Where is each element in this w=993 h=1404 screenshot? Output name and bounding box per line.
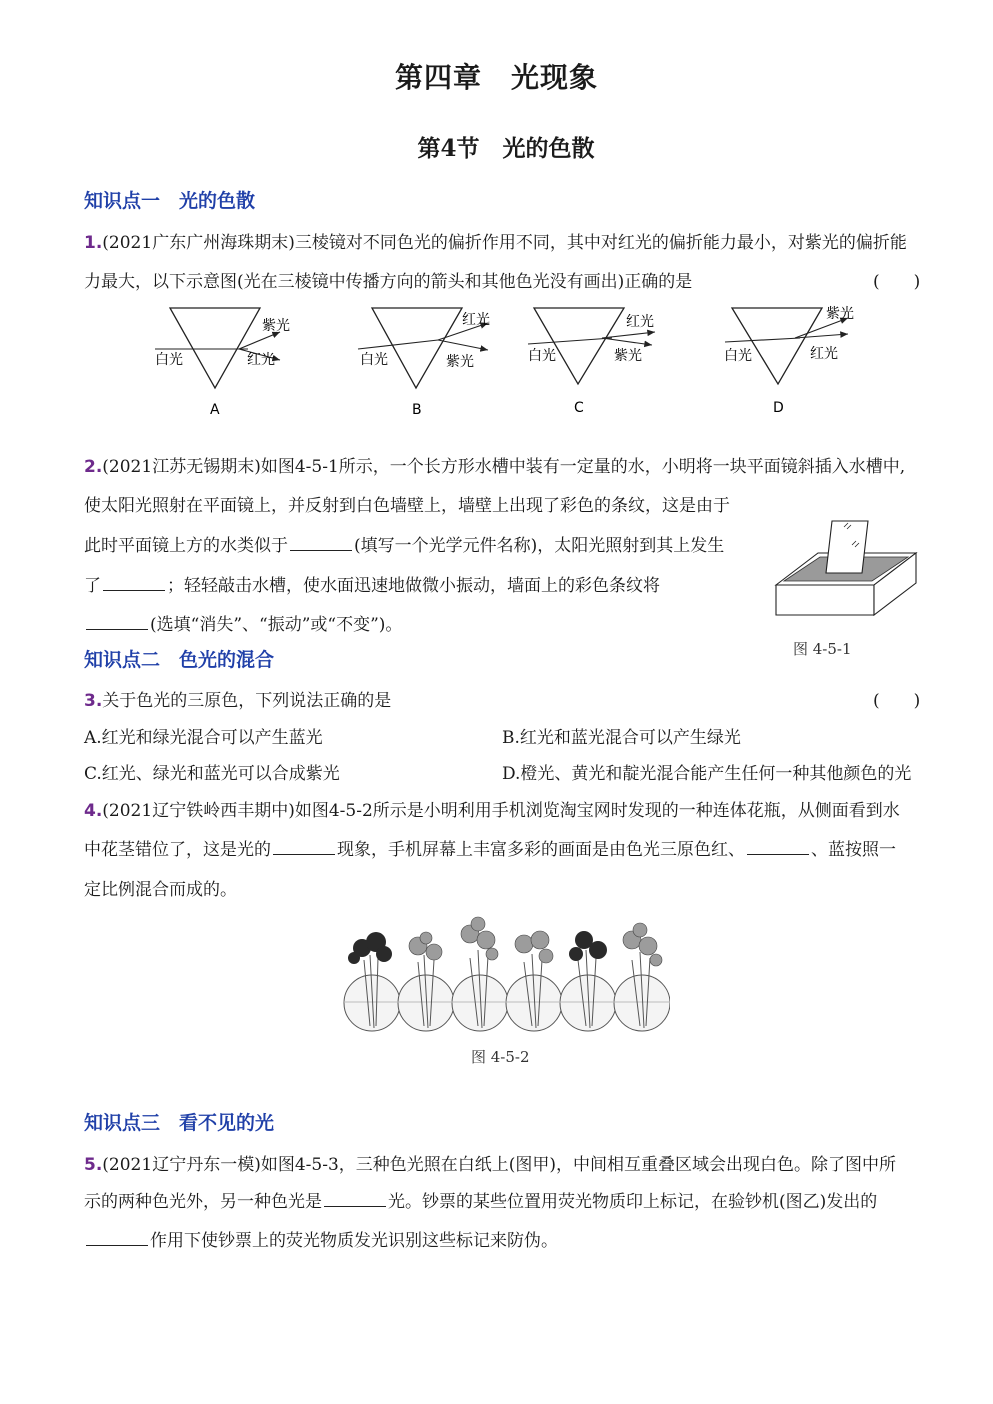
q2-line3 bbox=[84, 531, 724, 556]
q5-line3 bbox=[84, 1226, 558, 1251]
q3-stem bbox=[84, 686, 391, 711]
q4-text-1: (2021辽宁铁岭西丰期中)如图4-5-2所示是小明利用手机浏览淘宝网时发现的一种连体花瓶，从侧面看到水 bbox=[102, 801, 900, 821]
q2-line1 bbox=[84, 452, 905, 477]
diagram-c-lower-label: 紫光 bbox=[614, 348, 642, 364]
diagram-c-white-label: 白光 bbox=[528, 348, 556, 364]
prism-diagrams bbox=[140, 300, 860, 425]
q2-text-3b: (填写一个光学元件名称)，太阳光照射到其上发生 bbox=[354, 536, 725, 556]
q1-line1 bbox=[84, 228, 907, 253]
figure-4-5-2-caption: 图 4-5-2 bbox=[471, 1048, 530, 1066]
q2-text-5: (选填“消失”、“振动”或“不变”)。 bbox=[150, 615, 403, 635]
prism-diagram-a[interactable] bbox=[155, 308, 290, 418]
q5-line2 bbox=[84, 1187, 877, 1212]
q4-text-2b: 现象，手机屏幕上丰富多彩的画面是由色光三原色红、 bbox=[337, 840, 745, 860]
diagram-d-upper-label: 紫光 bbox=[826, 306, 854, 322]
q1-text-1: (2021广东广州海珠期末)三棱镜对不同色光的偏折作用不同，其中对红光的偏折能力最小，对紫光的偏折能 bbox=[102, 233, 907, 253]
q2-blank-2[interactable] bbox=[103, 589, 165, 591]
q4-text-2a: 中花茎错位了，这是光的 bbox=[84, 840, 271, 860]
q5-blank-2[interactable] bbox=[86, 1244, 148, 1246]
q4-text-2c: 、蓝按照一 bbox=[811, 840, 896, 860]
q5-text-1: (2021辽宁丹东一模)如图4-5-3，三种色光照在白纸上(图甲)，中间相互重叠区域会出现白色。除了图中所 bbox=[102, 1155, 897, 1175]
flower-vases-figure bbox=[340, 910, 670, 1035]
q2-text-1: (2021江苏无锡期末)如图4-5-1所示，一个长方形水槽中装有一定量的水，小明将一块平面镜斜插入水槽中, bbox=[102, 457, 906, 477]
q3-answer-paren[interactable]: ( ) bbox=[873, 691, 921, 711]
q2-text-4a: 了 bbox=[84, 576, 101, 596]
figure-4-5-1-caption: 图 4-5-1 bbox=[793, 640, 852, 658]
q3-option-d[interactable]: D.橙光、黄光和靛光混合能产生任何一种其他颜色的光 bbox=[502, 764, 912, 784]
q1-answer-paren[interactable]: ( ) bbox=[873, 272, 921, 292]
q2-blank-1[interactable] bbox=[290, 549, 352, 551]
q4-line2 bbox=[84, 835, 896, 860]
q2-text-2: 使太阳光照射在平面镜上，并反射到白色墙壁上，墙壁上出现了彩色的条纹，这是由于 bbox=[84, 496, 730, 516]
diagram-d-white-label: 白光 bbox=[724, 348, 752, 364]
q4-blank-2[interactable] bbox=[747, 853, 809, 855]
q3-text: 关于色光的三原色，下列说法正确的是 bbox=[102, 691, 392, 711]
q4-text-3: 定比例混合而成的。 bbox=[84, 880, 237, 900]
q1-line2 bbox=[84, 267, 692, 292]
q3-number: 3. bbox=[84, 691, 103, 711]
q2-line4 bbox=[84, 571, 660, 596]
q3-option-b[interactable]: B.红光和蓝光混合可以产生绿光 bbox=[502, 728, 741, 748]
q1-number: 1. bbox=[84, 233, 103, 253]
diagram-d-label: D bbox=[773, 400, 784, 416]
q2-line2 bbox=[84, 491, 730, 516]
diagram-d-lower-label: 红光 bbox=[810, 346, 838, 362]
knowledge-point-3-heading: 知识点三 看不见的光 bbox=[84, 1112, 275, 1134]
q5-text-2b: 光。钞票的某些位置用荧光物质印上标记，在验钞机(图乙)发出的 bbox=[388, 1192, 878, 1212]
q3-option-a[interactable]: A.红光和绿光混合可以产生蓝光 bbox=[84, 728, 323, 748]
q4-line1 bbox=[84, 796, 900, 821]
diagram-c-label: C bbox=[574, 400, 584, 416]
water-tank-figure bbox=[770, 515, 920, 627]
diagram-a-lower-label: 红光 bbox=[247, 352, 275, 368]
q2-blank-3[interactable] bbox=[86, 628, 148, 630]
q5-text-3: 作用下使钞票上的荧光物质发光识别这些标记来防伪。 bbox=[150, 1231, 558, 1251]
diagram-a-upper-label: 紫光 bbox=[262, 318, 290, 334]
knowledge-point-1-heading: 知识点一 光的色散 bbox=[84, 190, 256, 212]
q5-line1 bbox=[84, 1150, 896, 1175]
prism-diagram-c[interactable] bbox=[528, 308, 655, 416]
q3-option-c[interactable]: C.红光、绿光和蓝光可以合成紫光 bbox=[84, 764, 340, 784]
q5-text-2a: 示的两种色光外，另一种色光是 bbox=[84, 1192, 322, 1212]
diagram-a-label: A bbox=[210, 402, 220, 418]
diagram-b-white-label: 白光 bbox=[360, 352, 388, 368]
prism-diagram-d[interactable] bbox=[724, 305, 854, 416]
diagram-b-upper-label: 红光 bbox=[462, 312, 490, 328]
prism-diagram-b[interactable] bbox=[358, 308, 490, 418]
q4-number: 4. bbox=[84, 801, 103, 821]
q5-number: 5. bbox=[84, 1155, 103, 1175]
diagram-a-white-label: 白光 bbox=[155, 352, 183, 368]
q2-line5 bbox=[84, 610, 402, 635]
q2-text-4b: ；轻轻敲击水槽，使水面迅速地做微小振动，墙面上的彩色条纹将 bbox=[167, 576, 660, 596]
chapter-title: 第四章 光现象 bbox=[394, 61, 598, 94]
q2-text-3a: 此时平面镜上方的水类似于 bbox=[84, 536, 288, 556]
q4-line3 bbox=[84, 875, 237, 900]
q1-text-2: 力最大，以下示意图(光在三棱镜中传播方向的箭头和其他色光没有画出)正确的是 bbox=[84, 272, 693, 292]
q5-blank-1[interactable] bbox=[324, 1205, 386, 1207]
diagram-b-label: B bbox=[412, 402, 422, 418]
diagram-c-upper-label: 红光 bbox=[626, 314, 654, 330]
diagram-b-lower-label: 紫光 bbox=[446, 354, 474, 370]
section-title: 第4节 光的色散 bbox=[417, 135, 595, 162]
q2-number: 2. bbox=[84, 457, 103, 477]
knowledge-point-2-heading: 知识点二 色光的混合 bbox=[84, 649, 275, 671]
q4-blank-1[interactable] bbox=[273, 853, 335, 855]
